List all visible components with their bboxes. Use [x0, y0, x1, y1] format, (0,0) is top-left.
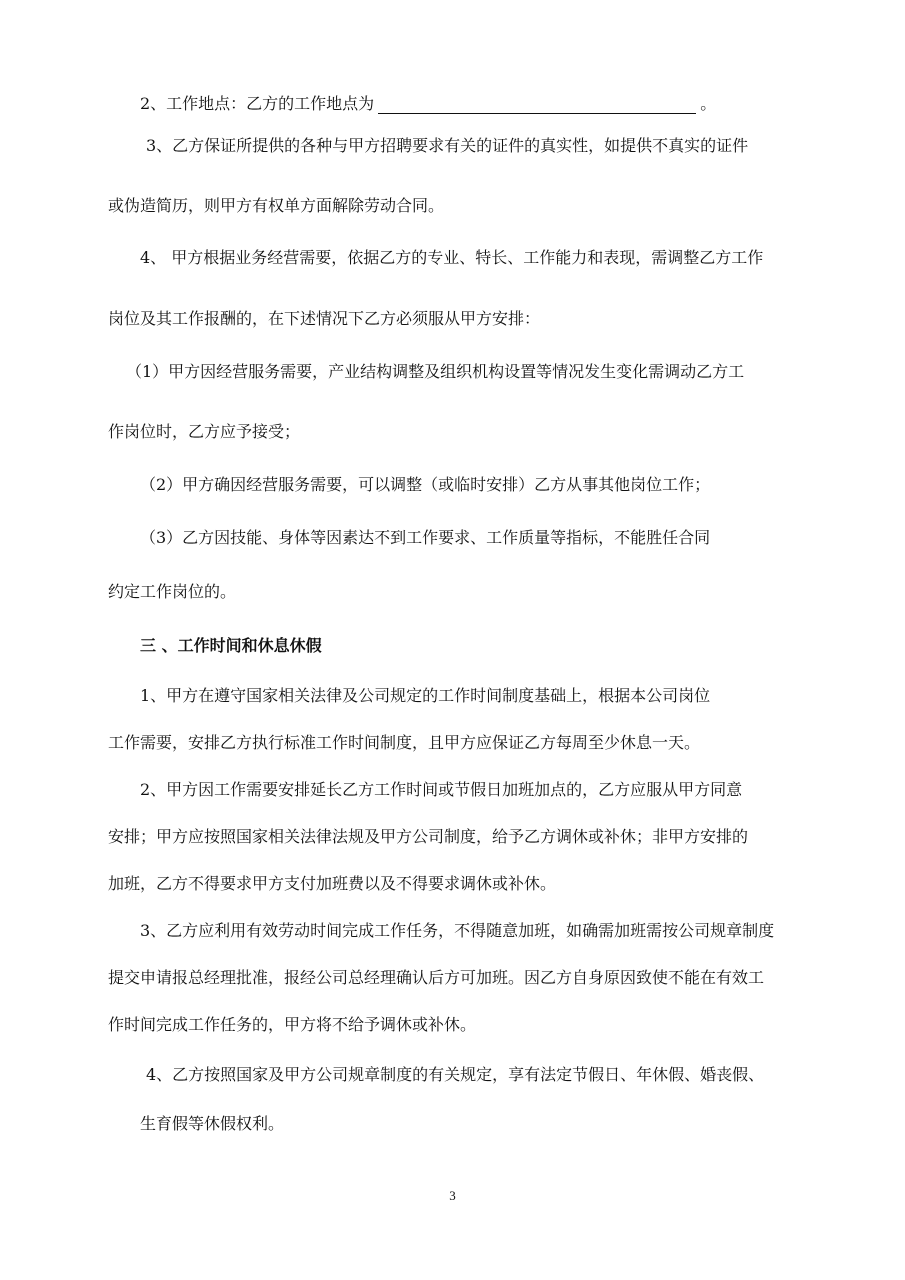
section-3-clause-3-line-3: 作时间完成工作任务的，甲方将不给予调休或补休。 — [108, 1015, 477, 1034]
clause-3-line-1: 3、乙方保证所提供的各种与甲方招聘要求有关的证件的真实性，如提供不真实的证件 — [146, 136, 749, 155]
section-3-clause-2-line-3: 加班，乙方不得要求甲方支付加班费以及不得要求调休或补休。 — [108, 874, 557, 893]
section-3-clause-1-line-1: 1、甲方在遵守国家相关法律及公司规定的工作时间制度基础上，根据本公司岗位 — [140, 686, 711, 705]
clause-4-line-2: 岗位及其工作报酬的，在下述情况下乙方必须服从甲方安排： — [108, 309, 541, 328]
clause-4-line-1: 4、 甲方根据业务经营需要，依据乙方的专业、特长、工作能力和表现，需调整乙方工作 — [140, 248, 764, 267]
item-2: （2）甲方确因经营服务需要，可以调整（或临时安排）乙方从事其他岗位工作； — [140, 475, 711, 494]
clause-2-work-location — [140, 94, 716, 114]
page-number: 3 — [449, 1188, 456, 1203]
clause-3-line-2: 或伪造简历，则甲方有权单方面解除劳动合同。 — [108, 196, 445, 215]
item-3-line-1: （3）乙方因技能、身体等因素达不到工作要求、工作质量等指标，不能胜任合同 — [140, 528, 711, 547]
item-1-line-2: 作岗位时，乙方应予接受； — [108, 422, 301, 441]
clause-2-text: 2、工作地点：乙方的工作地点为 — [140, 94, 375, 113]
clause-2-period: 。 — [700, 94, 717, 113]
work-location-blank — [378, 97, 696, 114]
item-3-line-2: 约定工作岗位的。 — [108, 582, 237, 601]
section-3-clause-4-line-1: 4、乙方按照国家及甲方公司规章制度的有关规定，享有法定节假日、年休假、婚丧假、 — [146, 1065, 765, 1084]
section-3-heading: 三 、工作时间和休息休假 — [140, 636, 322, 655]
section-3-clause-2-line-1: 2、甲方因工作需要安排延长乙方工作时间或节假日加班加点的，乙方应服从甲方同意 — [140, 780, 743, 799]
section-3-clause-1-line-2: 工作需要，安排乙方执行标准工作时间制度，且甲方应保证乙方每周至少休息一天。 — [108, 733, 701, 752]
section-3-clause-2-line-2: 安排；甲方应按照国家相关法律法规及甲方公司制度，给予乙方调休或补休；非甲方安排的 — [108, 827, 749, 846]
section-3-clause-3-line-2: 提交申请报总经理批准，报经公司总经理确认后方可加班。因乙方自身原因致使不能在有效工 — [108, 968, 765, 987]
item-1-line-1: （1）甲方因经营服务需要，产业结构调整及组织机构设置等情况发生变化需调动乙方工 — [126, 362, 745, 381]
section-3-clause-3-line-1: 3、乙方应利用有效劳动时间完成工作任务，不得随意加班，如确需加班需按公司规章制度 — [140, 921, 775, 940]
section-3-clause-4-line-2: 生育假等休假权利。 — [140, 1114, 285, 1133]
